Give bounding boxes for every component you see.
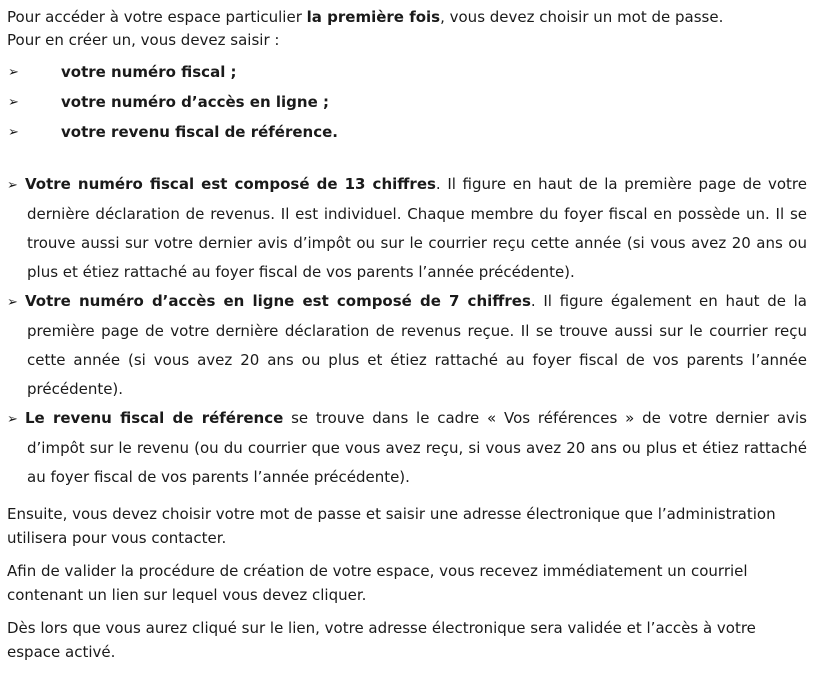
closing-paragraph: Ensuite, vous devez choisir votre mot de passe et saisir une adresse électronique que l’administration utilisera pour vous contacter. <box>7 505 776 547</box>
details-section <box>7 170 807 492</box>
detail-body: se trouve dans le cadre « Vos références » de votre dernier avis d’impôt sur le revenu (ou du courrier que vous avez reçu, si vous avez 20 ans ou plus et étiez rattaché au foyer fiscal de vos parents l’année précédente). <box>27 409 807 486</box>
requirement-label: votre numéro d’accès en ligne ; <box>61 93 329 111</box>
closing-paragraph: Afin de valider la procédure de création de votre espace, vous recevez immédiatement un courriel contenant un lien sur lequel vous devez cliquer. <box>7 562 748 604</box>
arrowhead-bullet-icon: ➢ <box>8 95 19 110</box>
intro-emphasis: la première fois <box>306 8 441 26</box>
list-item <box>7 91 807 121</box>
detail-heading: Votre numéro d’accès en ligne est composé de 7 chiffres <box>25 292 531 310</box>
arrowhead-bullet-icon: ➢ <box>8 65 19 80</box>
requirements-list <box>7 61 807 151</box>
detail-item-reference-income <box>7 404 807 492</box>
detail-item-access-number <box>7 287 807 404</box>
list-item <box>7 61 807 91</box>
intro-text-start: Pour accéder à votre espace particulier <box>7 8 307 26</box>
closing-section <box>7 502 807 664</box>
requirement-label: votre numéro fiscal ; <box>61 63 237 81</box>
intro-text-end: , vous devez choisir un mot de passe. <box>440 8 724 26</box>
detail-body: . Il figure en haut de la première page de votre dernière déclaration de revenus. Il est individuel. Chaque membre du foyer fiscal en possède un. Il se trouve aussi sur votre dernier avis d’impôt ou sur le courrier reçu cette année (si vous avez 20 ans ou plus et étiez rattaché au foyer fiscal de vos parents l’année précédente). <box>27 175 807 281</box>
detail-item-fiscal-number <box>7 170 807 287</box>
intro-line-2: Pour en créer un, vous devez saisir : <box>7 31 280 49</box>
requirement-label: votre revenu fiscal de référence. <box>61 123 338 141</box>
detail-body: . Il figure également en haut de la première page de votre dernière déclaration de revenus reçue. Il se trouve aussi sur le courrier reçu cette année (si vous avez 20 ans ou plus et étiez rattaché au foyer fiscal de vos parents l’année précédente). <box>27 292 807 398</box>
intro-paragraph <box>7 6 807 52</box>
closing-paragraph: Dès lors que vous aurez cliqué sur le lien, votre adresse électronique sera validée et l’accès à votre espace activé. <box>7 619 756 661</box>
arrowhead-bullet-icon: ➢ <box>7 295 18 310</box>
detail-heading: Le revenu fiscal de référence <box>25 409 284 427</box>
arrowhead-bullet-icon: ➢ <box>8 125 19 140</box>
arrowhead-bullet-icon: ➢ <box>7 178 18 193</box>
list-item <box>7 121 807 151</box>
detail-heading: Votre numéro fiscal est composé de 13 chiffres <box>25 175 436 193</box>
arrowhead-bullet-icon: ➢ <box>7 412 18 427</box>
document-page <box>7 6 807 673</box>
